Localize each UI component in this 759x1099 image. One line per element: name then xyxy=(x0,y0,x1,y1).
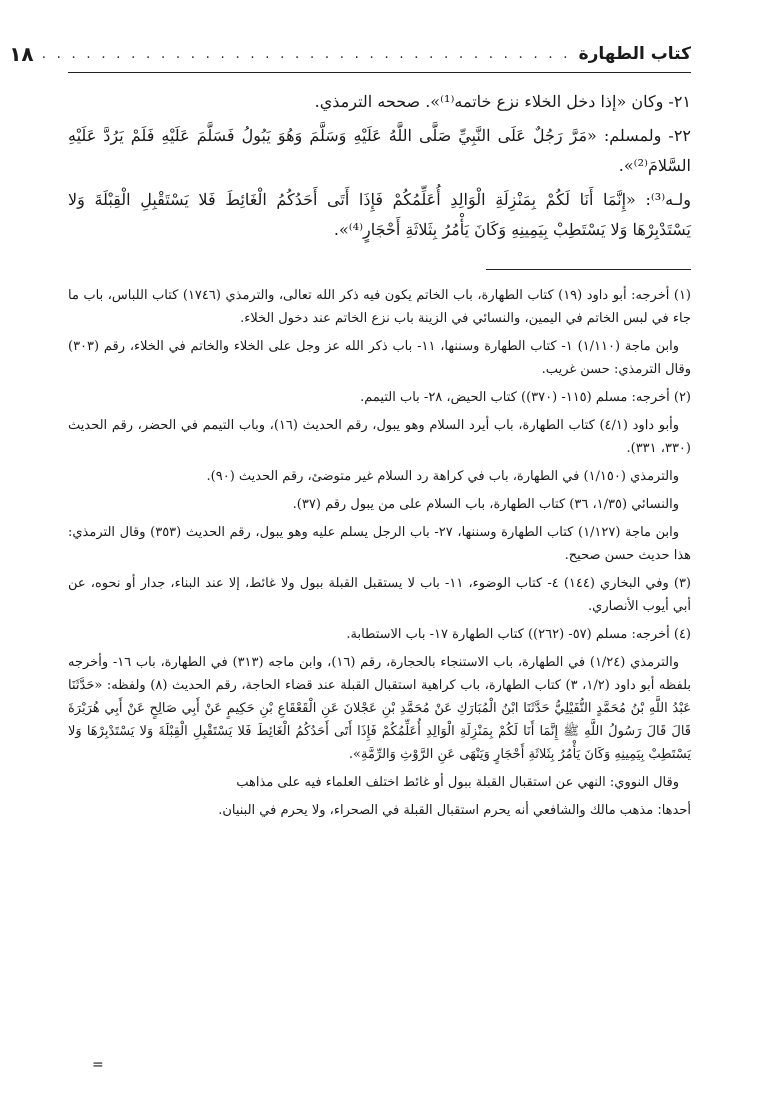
page-number: ١٨ xyxy=(9,42,34,66)
footnote-2-abudawud: وأبو داود (٤/١) كتاب الطهارة، باب أيرد السلام وهو يبول، رقم الحديث (١٦)، وباب التيمم في الحضر، رقم الحديث (٣٣٠، ٣٣١). xyxy=(68,418,691,456)
hadith-22: ٢٢- ولمسلم: «مَرَّ رَجُلٌ عَلَى النَّبِيِّ صَلَّى اللَّهُ عَلَيْهِ وَسَلَّمَ وَهُوَ يَبُولُ فَسَلَّمَ عَلَيْهِ فَلَمْ يَرُدَّ عَلَيْهِ السَّلامَ⁽²⁾». xyxy=(68,126,691,175)
footnote-2-tirmidhi: والترمذي (١/١٥٠) في الطهارة، باب في كراهة رد السلام غير متوضئ، رقم الحديث (٩٠). xyxy=(206,469,679,484)
page-header xyxy=(9,42,691,73)
footnote-4: (٤) أخرجه: مسلم (٥٧- (٢٦٢)) كتاب الطهارة ١٧- باب الاستطابة. xyxy=(346,627,691,642)
footnote-separator xyxy=(486,269,691,270)
main-text xyxy=(68,87,691,245)
footnote-nawawi-first-view: أحدها: مذهب مالك والشافعي أنه يحرم استقبال القبلة في الصحراء، ولا يحرم في البنيان. xyxy=(218,803,691,818)
footnote-2-ibnmajah: وابن ماجة (١/١٢٧) كتاب الطهارة وسننها، ٢٧- باب الرجل يسلم عليه وهو يبول، رقم الحديث (٣٥٣) وقال الترمذي: هذا حديث حسن صحيح. xyxy=(68,525,691,563)
footnote-2-nasai: والنسائي (١/٣٥، ٣٦) كتاب الطهارة، باب السلام على من يبول رقم (٣٧). xyxy=(292,497,679,512)
footnote-nawawi: وقال النووي: النهي عن استقبال القبلة ببول أو غائط اختلف العلماء فيه على مذاهب xyxy=(236,775,679,790)
footnote-1: (١) أخرجه: أبو داود (١٩) كتاب الطهارة، باب الخاتم يكون فيه ذكر الله تعالى، والترمذي (١٧٤٦) كتاب اللباس، باب ما جاء في لبس الخاتم في اليمين، والنسائي في الزينة باب نزع الخاتم عند دخول الخلاء. xyxy=(68,288,691,326)
footnote-1-cont: وابن ماجة (١/١١٠) ١- كتاب الطهارة وسننها، ١١- باب ذكر الله عز وجل على الخلاء والخاتم في الخلاء، رقم (٣٠٣) وقال الترمذي: حسن غريب. xyxy=(68,339,691,377)
hadith-22-addition: ولـه⁽³⁾: «إِنَّمَا أَنَا لَكُمْ بِمَنْزِلَةِ الْوَالِدِ أُعَلِّمُكُمْ فَإِذَا أَتَى أَحَدُكُمُ الْغَائِطَ فَلا يَسْتَقْبِلِ الْقِبْلَةَ وَلا يَسْتَدْبِرْهَا وَلا يَسْتَطِبْ بِيَمِينِهِ وَكَانَ يَأْمُرُ بِثَلاثَةِ أَحْجَارٍ⁽⁴⁾». xyxy=(68,190,691,239)
leader-dots: . . . . . . . . . . . . . . . . . . . . . . . . . . . . . . . . . . . . xyxy=(41,46,571,62)
footnote-2: (٢) أخرجه: مسلم (١١٥- (٣٧٠)) كتاب الحيض، ٢٨- باب التيمم. xyxy=(360,390,691,405)
hadith-21: ٢١- وكان «إذا دخل الخلاء نزع خاتمه⁽¹⁾». صححه الترمذي. xyxy=(314,92,691,111)
footnotes xyxy=(68,284,691,822)
chapter-title: كتاب الطهارة xyxy=(578,44,691,64)
footnote-4-cont: والترمذي (١/٢٤) في الطهارة، باب الاستنجاء بالحجارة، رقم (١٦)، وابن ماجه (٣١٣) في الطهارة، باب ١٦- وأخرجه بلفظه أبو داود (١/٢، ٣) كتاب الطهارة، باب كراهية استقبال القبلة عند قضاء الحاجة، رقم الحديث (٨) ولفظه: «حَدَّثَنَا عَبْدُ اللَّهِ بْنُ مُحَمَّدٍ النُّفَيْلِيُّ حَدَّثَنَا ابْنُ الْمُبَارَكِ عَنْ مُحَمَّدِ بْنِ عَجْلانَ عَنِ الْقَعْقَاعِ بْنِ حَكِيمٍ عَنْ أَبِي صَالِحٍ عَنْ أَبِي هُرَيْرَةَ قَالَ قَالَ رَسُولُ اللَّهِ ﷺ إِنَّمَا أَنَا لَكُمْ بِمَنْزِلَةِ الْوَالِدِ أُعَلِّمُكُمْ فَإِذَا أَتَى أَحَدُكُمُ الْغَائِطَ فَلا يَسْتَقْبِلِ الْقِبْلَةَ وَلا يَسْتَدْبِرْهَا وَلا يَسْتَطِبْ بِيَمِينِهِ وَكَانَ يَأْمُرُ بِثَلاثَةِ أَحْجَارٍ وَيَنْهَى عَنِ الرَّوْثِ وَالرِّمَّةِ». xyxy=(68,655,691,762)
continuation-mark: = xyxy=(92,1057,104,1073)
footnote-3: (٣) وفي البخاري (١٤٤) ٤- كتاب الوضوء، ١١- باب لا يستقبل القبلة ببول ولا غائط، إلا عند البناء، جدار أو نحوه، عن أبي أيوب الأنصاري. xyxy=(68,576,691,614)
